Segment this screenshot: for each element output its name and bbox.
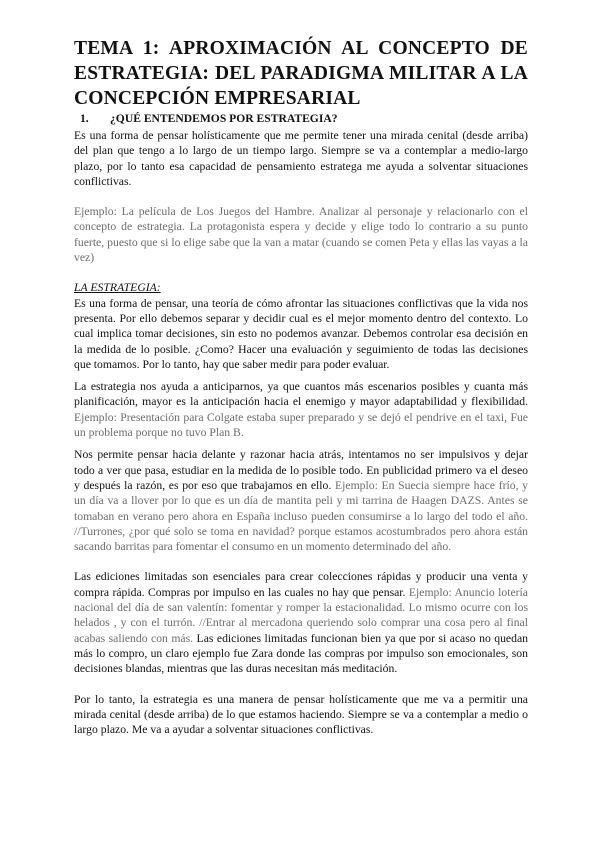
think-ahead-text: Nos permite pensar hacia delante y razonar hacia atrás, intentamos no ser impulsivos y dejar todo a ver que pasa, estudiar en la medida de lo posible todo. En publicidad primero va el deseo y después la razón, es por eso que trabajamos en ello.	[74, 448, 528, 492]
limited-editions-example: Ejemplo: Anuncio lotería nacional del día de san valentín: fomentar y romper la estacionalidad. Lo mismo ocurre con los helados , y con el turrón. //Entrar al mercadona queriendo solo comprar una cosa pero al final acabas saliendo con más.	[74, 585, 528, 645]
limited-editions-conclusion: Las ediciones limitadas funcionan bien ya que por si acaso no quedan más lo compro, un claro ejemplo fue Zara donde las compras por impulso son emocionales, son decisiones blandas, mientras que las duras necesitan más meditación.	[74, 631, 528, 676]
anticipation-text: La estrategia nos ayuda a anticiparnos, ya que cuantos más escenarios posibles y cuanta más planificación, mayor es la anticipación hacia el enemigo y mayor adaptabilidad y flexibilidad.	[74, 380, 528, 409]
think-ahead-paragraph	[74, 447, 528, 554]
think-ahead-example: Ejemplo: En Suecia siempre hace frío, y un día va a llover por lo que es un día de mantita peli y mi tarrina de Haagen DAZS. Antes se tomaban en verano pero ahora en España incluso pueden consumirse a lo largo del todo el año. //Turrones, ¿por qué solo se toma en navidad? porque estamos acostumbrados pero ahora están sacando barritas para fomentar el consumo en un momento determinado del año.	[74, 478, 529, 554]
intro-paragraph: Es una forma de pensar holísticamente que me permite tener una mirada cenital (desde arriba) del plan que tengo a lo largo de un tiempo largo. Siempre se va a contemplar a medio-largo plazo, por lo tanto esa capacidad de pensamiento estratega me ayuda a solventar situaciones conflictivas.	[74, 129, 528, 188]
strategy-label: LA ESTRATEGIA:	[74, 281, 161, 295]
page-title: TEMA 1: APROXIMACIÓN AL CONCEPTO DE ESTRATEGIA: DEL PARADIGMA MILITAR A LA CONCEPCIÓN EMPRESARIAL	[74, 38, 528, 109]
example-paragraph: Ejemplo: La película de Los Juegos del Hambre. Analizar al personaje y relacionarlo con el concepto de estrategia. La protagonista espera y decide y elige todo lo contrario a su punto fuerte, puesto que si lo elige sabe que la van a matar (cuando se comen Peta y ellas las vayas a la vez)	[74, 205, 528, 265]
section-heading-text: ¿QUÉ ENTENDEMOS POR ESTRATEGIA?	[110, 112, 338, 125]
limited-editions-text: Las ediciones limitadas son esenciales para crear colecciones rápidas y producir una venta y compra rápida. Compras por impulso en las cuales no hay que pensar.	[74, 570, 528, 599]
section-number: 1.	[80, 112, 89, 125]
conclusion-paragraph: Por lo tanto, la estrategia es una manera de pensar holísticamente que me va a permitir una mirada cenital (desde arriba) de lo que estamos haciendo. Siempre se va a contemplar a medio o largo plazo. Me va a ayudar a solventar situaciones conflictivas.	[74, 692, 528, 737]
section-heading	[74, 111, 528, 126]
anticipation-paragraph	[74, 379, 528, 440]
strategy-definition-paragraph: Es una forma de pensar, una teoría de cómo afrontar las situaciones conflictivas que la vida nos presenta. Por ello debemos separar y decidir cual es el mejor momento dentro del contexto. Lo cual implica tomar decisiones, sin esto no podemos avanzar. Debemos controlar esa decisión en la medida de lo posible. ¿Como? Hacer una evaluación y seguimiento de todas las decisiones que tomamos. Por lo tanto, hay que saber medir para poder evaluar.	[74, 296, 528, 371]
anticipation-example: Ejemplo: Presentación para Colgate estaba super preparado y se dejó el pendrive en el taxi, Fue un problema porque no tuvo Plan B.	[74, 410, 528, 440]
limited-editions-paragraph	[74, 569, 528, 676]
